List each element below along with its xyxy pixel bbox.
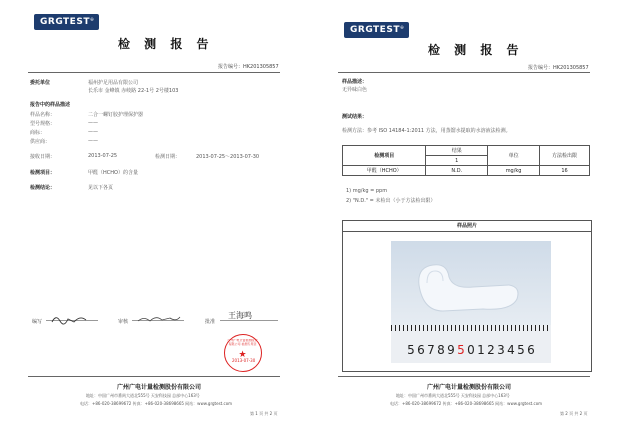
ruler-digit: 2 xyxy=(487,343,495,357)
receipt-date-value: 2013-07-25 xyxy=(88,153,118,159)
footer-address: 地址：中国广州市番禺大道北555号 天安科技园 总部中心163号 xyxy=(86,393,200,398)
sample-desc-label: 样品描述： xyxy=(342,79,368,85)
footer-rule xyxy=(28,376,280,377)
footer-address: 地址：中国广州市番禺大道北555号 天安科技园 总部中心163号 xyxy=(396,393,510,398)
sample-name-label: 样品名称： xyxy=(30,112,56,118)
ruler-digit: 4 xyxy=(507,343,515,357)
approver-name: 王海鸣 xyxy=(228,311,252,320)
ruler-digits xyxy=(406,339,536,358)
model-value: —— xyxy=(88,120,98,126)
sign-writer-label: 编写 xyxy=(32,319,43,325)
page-number: 第 2 页 共 2 页 xyxy=(560,411,588,416)
table-row xyxy=(343,166,590,176)
row-unit: mg/kg xyxy=(488,166,540,176)
note-1: 1) mg/kg = ppm xyxy=(346,188,388,194)
ruler-digit: 5 xyxy=(407,343,415,357)
ruler-digit: 7 xyxy=(427,343,435,357)
ruler-digit: 0 xyxy=(467,343,475,357)
reviewer-signature xyxy=(132,310,184,321)
insole-product-shape xyxy=(413,259,523,317)
sign-approver-label: 批准 xyxy=(205,319,216,325)
ruler-ticks xyxy=(391,325,551,331)
col-unit-header: 单位 xyxy=(488,146,540,166)
client-label: 委托单位 xyxy=(30,80,51,86)
test-date-value: 2013-07-25～2013-07-30 xyxy=(196,154,260,160)
sign-reviewer-label: 审核 xyxy=(118,319,129,325)
grgtest-logo: GRGTEST® xyxy=(344,22,409,38)
writer-signature-scribble xyxy=(46,313,98,325)
ruler-digit: 6 xyxy=(417,343,425,357)
photo-title: 样品照片 xyxy=(343,221,591,232)
brand-value: —— xyxy=(88,129,98,135)
footer-company: 广州广电计量检测股份有限公司 xyxy=(427,384,512,391)
report-number: 报告编号：HK201305857 xyxy=(528,65,589,71)
page-title: 检 测 报 告 xyxy=(428,43,524,57)
report-number: 报告编号：HK201305857 xyxy=(218,64,279,70)
logo-text: GRGTEST xyxy=(40,17,90,27)
report-page-2 xyxy=(310,0,620,436)
footer-rule xyxy=(338,376,590,377)
sample-desc-heading: 报告中的样品描述 xyxy=(30,102,71,108)
logo-text: GRGTEST xyxy=(350,25,400,35)
row-result: N.D. xyxy=(426,166,488,176)
client-value: 福州护足用品有限公司 xyxy=(88,80,139,86)
result-table xyxy=(342,145,590,176)
sample-photo xyxy=(391,241,551,363)
test-date-label: 检测日期： xyxy=(155,154,181,160)
ruler-digit: 8 xyxy=(437,343,445,357)
test-result-label: 测试结果： xyxy=(342,114,368,120)
supplier-label: 供应商： xyxy=(30,139,51,145)
conclusion-value: 见以下各页 xyxy=(88,185,114,191)
ruler-digit: 9 xyxy=(447,343,455,357)
table-header-row xyxy=(343,146,590,156)
model-label: 型号规格： xyxy=(30,121,56,127)
approver-signature xyxy=(220,310,278,321)
test-item-label: 检测项目： xyxy=(30,170,56,176)
seal-star-icon: ★ xyxy=(238,350,247,360)
brand-label: 商标： xyxy=(30,130,46,136)
footer-company: 广州广电计量检测股份有限公司 xyxy=(117,384,202,391)
ruler-digit: 6 xyxy=(527,343,535,357)
ruler-digit: 3 xyxy=(497,343,505,357)
test-method-value: 检测方法：参考 ISO 14184-1:2011 方法，用蒸馏水提取的水溶液法检测。 xyxy=(342,128,511,134)
col-result-header: 结果 xyxy=(426,146,488,156)
header-rule xyxy=(28,72,280,73)
test-item-value: 甲醛（HCHO）的含量 xyxy=(88,170,138,176)
col-result-subheader: 1 xyxy=(426,156,488,166)
supplier-value: —— xyxy=(88,138,98,144)
receipt-date-label: 接收日期： xyxy=(30,154,56,160)
company-seal xyxy=(224,334,262,372)
sample-desc-value: 无异味白色 xyxy=(342,87,368,93)
row-limit: 16 xyxy=(540,166,590,176)
writer-signature xyxy=(46,310,98,321)
sample-name-value: 二合一螺钉胶护理保护器 xyxy=(88,112,144,118)
ruler-digit: 5 xyxy=(517,343,525,357)
col-item-header: 检测项目 xyxy=(343,146,426,166)
page-title: 检 测 报 告 xyxy=(118,37,214,51)
client-address: 长乐市 金峰镇 赤岐路 22-1号 2号楼103 xyxy=(88,88,179,94)
ruler xyxy=(391,325,551,363)
col-limit-header: 方法检出限 xyxy=(540,146,590,166)
seal-date: 2013-07-30 xyxy=(232,358,256,363)
ruler-digit: 1 xyxy=(477,343,485,357)
footer-contact: 电话：+86-020-38699672 传真：+86-020-38698665 网站：www.grgtest.com xyxy=(80,401,233,406)
row-item: 甲醛（HCHO） xyxy=(343,166,426,176)
header-rule xyxy=(338,72,590,73)
ruler-digit-highlight: 5 xyxy=(457,343,465,357)
page-number: 第 1 页 共 2 页 xyxy=(250,411,278,416)
note-2: 2) "N.D." = 未检出（小于方法检出限） xyxy=(346,198,436,204)
conclusion-label: 检测结论： xyxy=(30,185,56,191)
reviewer-signature-scribble xyxy=(132,313,184,325)
seal-text: 广州广电计量检测股份有限公司 检测专用章 xyxy=(227,339,258,346)
footer-contact: 电话：+86-020-38699672 传真：+86-020-38698665 网站：www.grgtest.com xyxy=(390,401,543,406)
sample-photo-frame xyxy=(342,220,592,372)
grgtest-logo: GRGTEST® xyxy=(34,14,99,30)
